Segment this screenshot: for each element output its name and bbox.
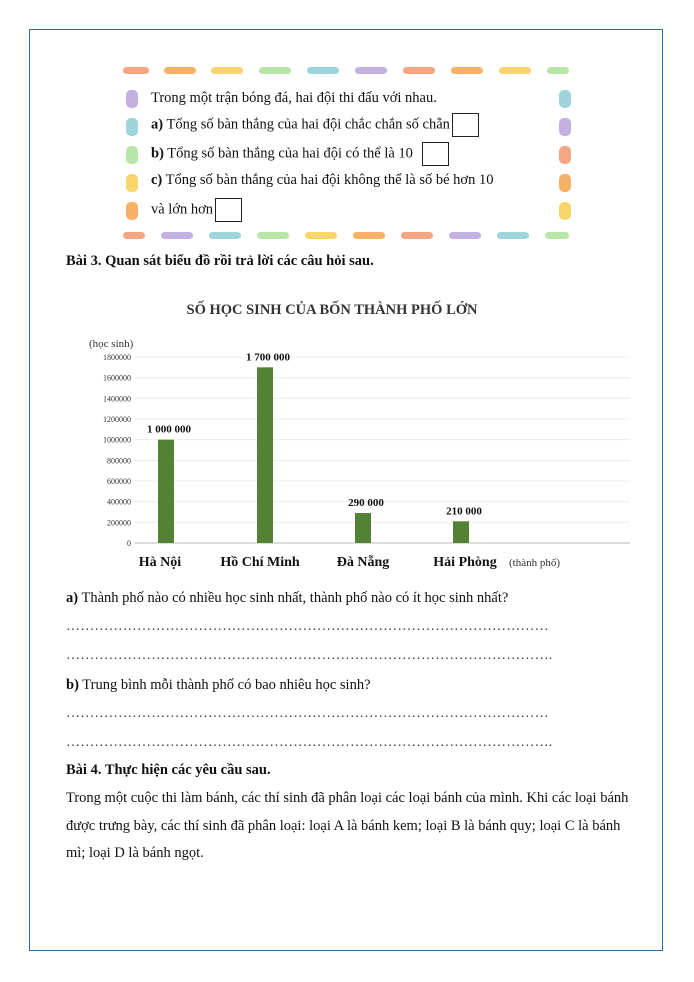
y-tick-label: 1600000 xyxy=(103,373,131,383)
bar-data-label: 290 000 xyxy=(348,497,384,510)
answer-line-3[interactable]: ………………………………………………………………………………………… xyxy=(66,706,549,721)
exercise-item-a xyxy=(151,113,479,137)
bar xyxy=(453,521,469,543)
bar-data-label: 210 000 xyxy=(446,505,482,518)
y-tick-label: 0 xyxy=(127,539,131,548)
category-label: Đà Nẵng xyxy=(336,555,390,570)
y-tick-label: 1200000 xyxy=(103,415,131,424)
exercise-item-c xyxy=(151,172,493,189)
chart-title: SỐ HỌC SINH CỦA BỐN THÀNH PHỐ LỚN xyxy=(186,302,478,318)
y-tick-label: 1000000 xyxy=(103,435,131,445)
question-b-label: b) xyxy=(66,677,79,693)
question-a-label: a) xyxy=(66,590,79,606)
item-b-label: b) xyxy=(151,145,164,162)
item-a-text: Tổng số bàn thắng của hai đội chắc chắn số chẵn xyxy=(166,116,450,133)
bai4-heading: Bài 4. Thực hiện các yêu cầu sau. xyxy=(66,762,271,778)
exercise-item-c-continuation xyxy=(151,198,242,222)
item-c-text: Tổng số bàn thắng của hai đội không thể là số bé hơn 10 xyxy=(165,172,494,188)
question-a-text: Thành phố nào có nhiều học sinh nhất, thành phố nào có ít học sinh nhất? xyxy=(81,590,509,606)
bar-data-label: 1 700 000 xyxy=(246,351,290,364)
exercise-intro: Trong một trận bóng đá, hai đội thi đấu với nhau. xyxy=(151,90,437,106)
bai3-heading: Bài 3. Quan sát biểu đồ rồi trả lời các câu hỏi sau. xyxy=(66,253,374,269)
continuation-text: và lớn hơn xyxy=(151,201,214,218)
question-b xyxy=(66,677,371,694)
question-a xyxy=(66,590,508,607)
bar-chart xyxy=(0,285,694,585)
bai4-paragraph: Trong một cuộc thi làm bánh, các thí sinh đã phân loại các loại bánh của mình. Khi các loại bánh được trưng bày, các thí sinh đã phân loại: loại A là bánh kem; loại B là bánh quy; loại C là bánh mì; loại D là bánh ngọt. xyxy=(66,790,629,861)
answer-box-b[interactable] xyxy=(422,142,449,166)
y-tick-label: 800000 xyxy=(107,456,131,466)
y-tick-label: 1800000 xyxy=(103,353,131,362)
bar-data-label: 1 000 000 xyxy=(147,423,191,436)
category-label: Hà Nội xyxy=(138,555,182,570)
chart-x-axis-label: (thành phố) xyxy=(509,557,561,569)
answer-box-c[interactable] xyxy=(215,198,242,222)
answer-box-a[interactable] xyxy=(452,113,479,137)
category-label: Hồ Chí Minh xyxy=(220,555,300,570)
bar xyxy=(257,367,273,543)
y-tick-label: 1400000 xyxy=(103,394,131,404)
answer-line-2[interactable]: …………………………………………………………………………………………. xyxy=(66,648,553,663)
item-a-label: a) xyxy=(151,116,164,133)
answer-line-4[interactable]: …………………………………………………………………………………………. xyxy=(66,735,553,750)
y-tick-label: 600000 xyxy=(107,477,131,486)
bar xyxy=(158,440,174,543)
question-b-text: Trung bình mỗi thành phố có bao nhiêu học sinh? xyxy=(82,677,371,693)
chart-y-axis-label: (học sinh) xyxy=(89,338,134,350)
bar xyxy=(355,513,371,543)
item-c-label: c) xyxy=(151,172,163,188)
exercise-item-b xyxy=(151,142,449,166)
category-label: Hải Phòng xyxy=(433,555,497,570)
answer-line-1[interactable]: ………………………………………………………………………………………… xyxy=(66,619,549,634)
y-tick-label: 400000 xyxy=(107,497,131,507)
item-b-text: Tổng số bàn thắng của hai đội có thể là 10 xyxy=(167,145,413,162)
y-tick-label: 200000 xyxy=(107,518,131,528)
